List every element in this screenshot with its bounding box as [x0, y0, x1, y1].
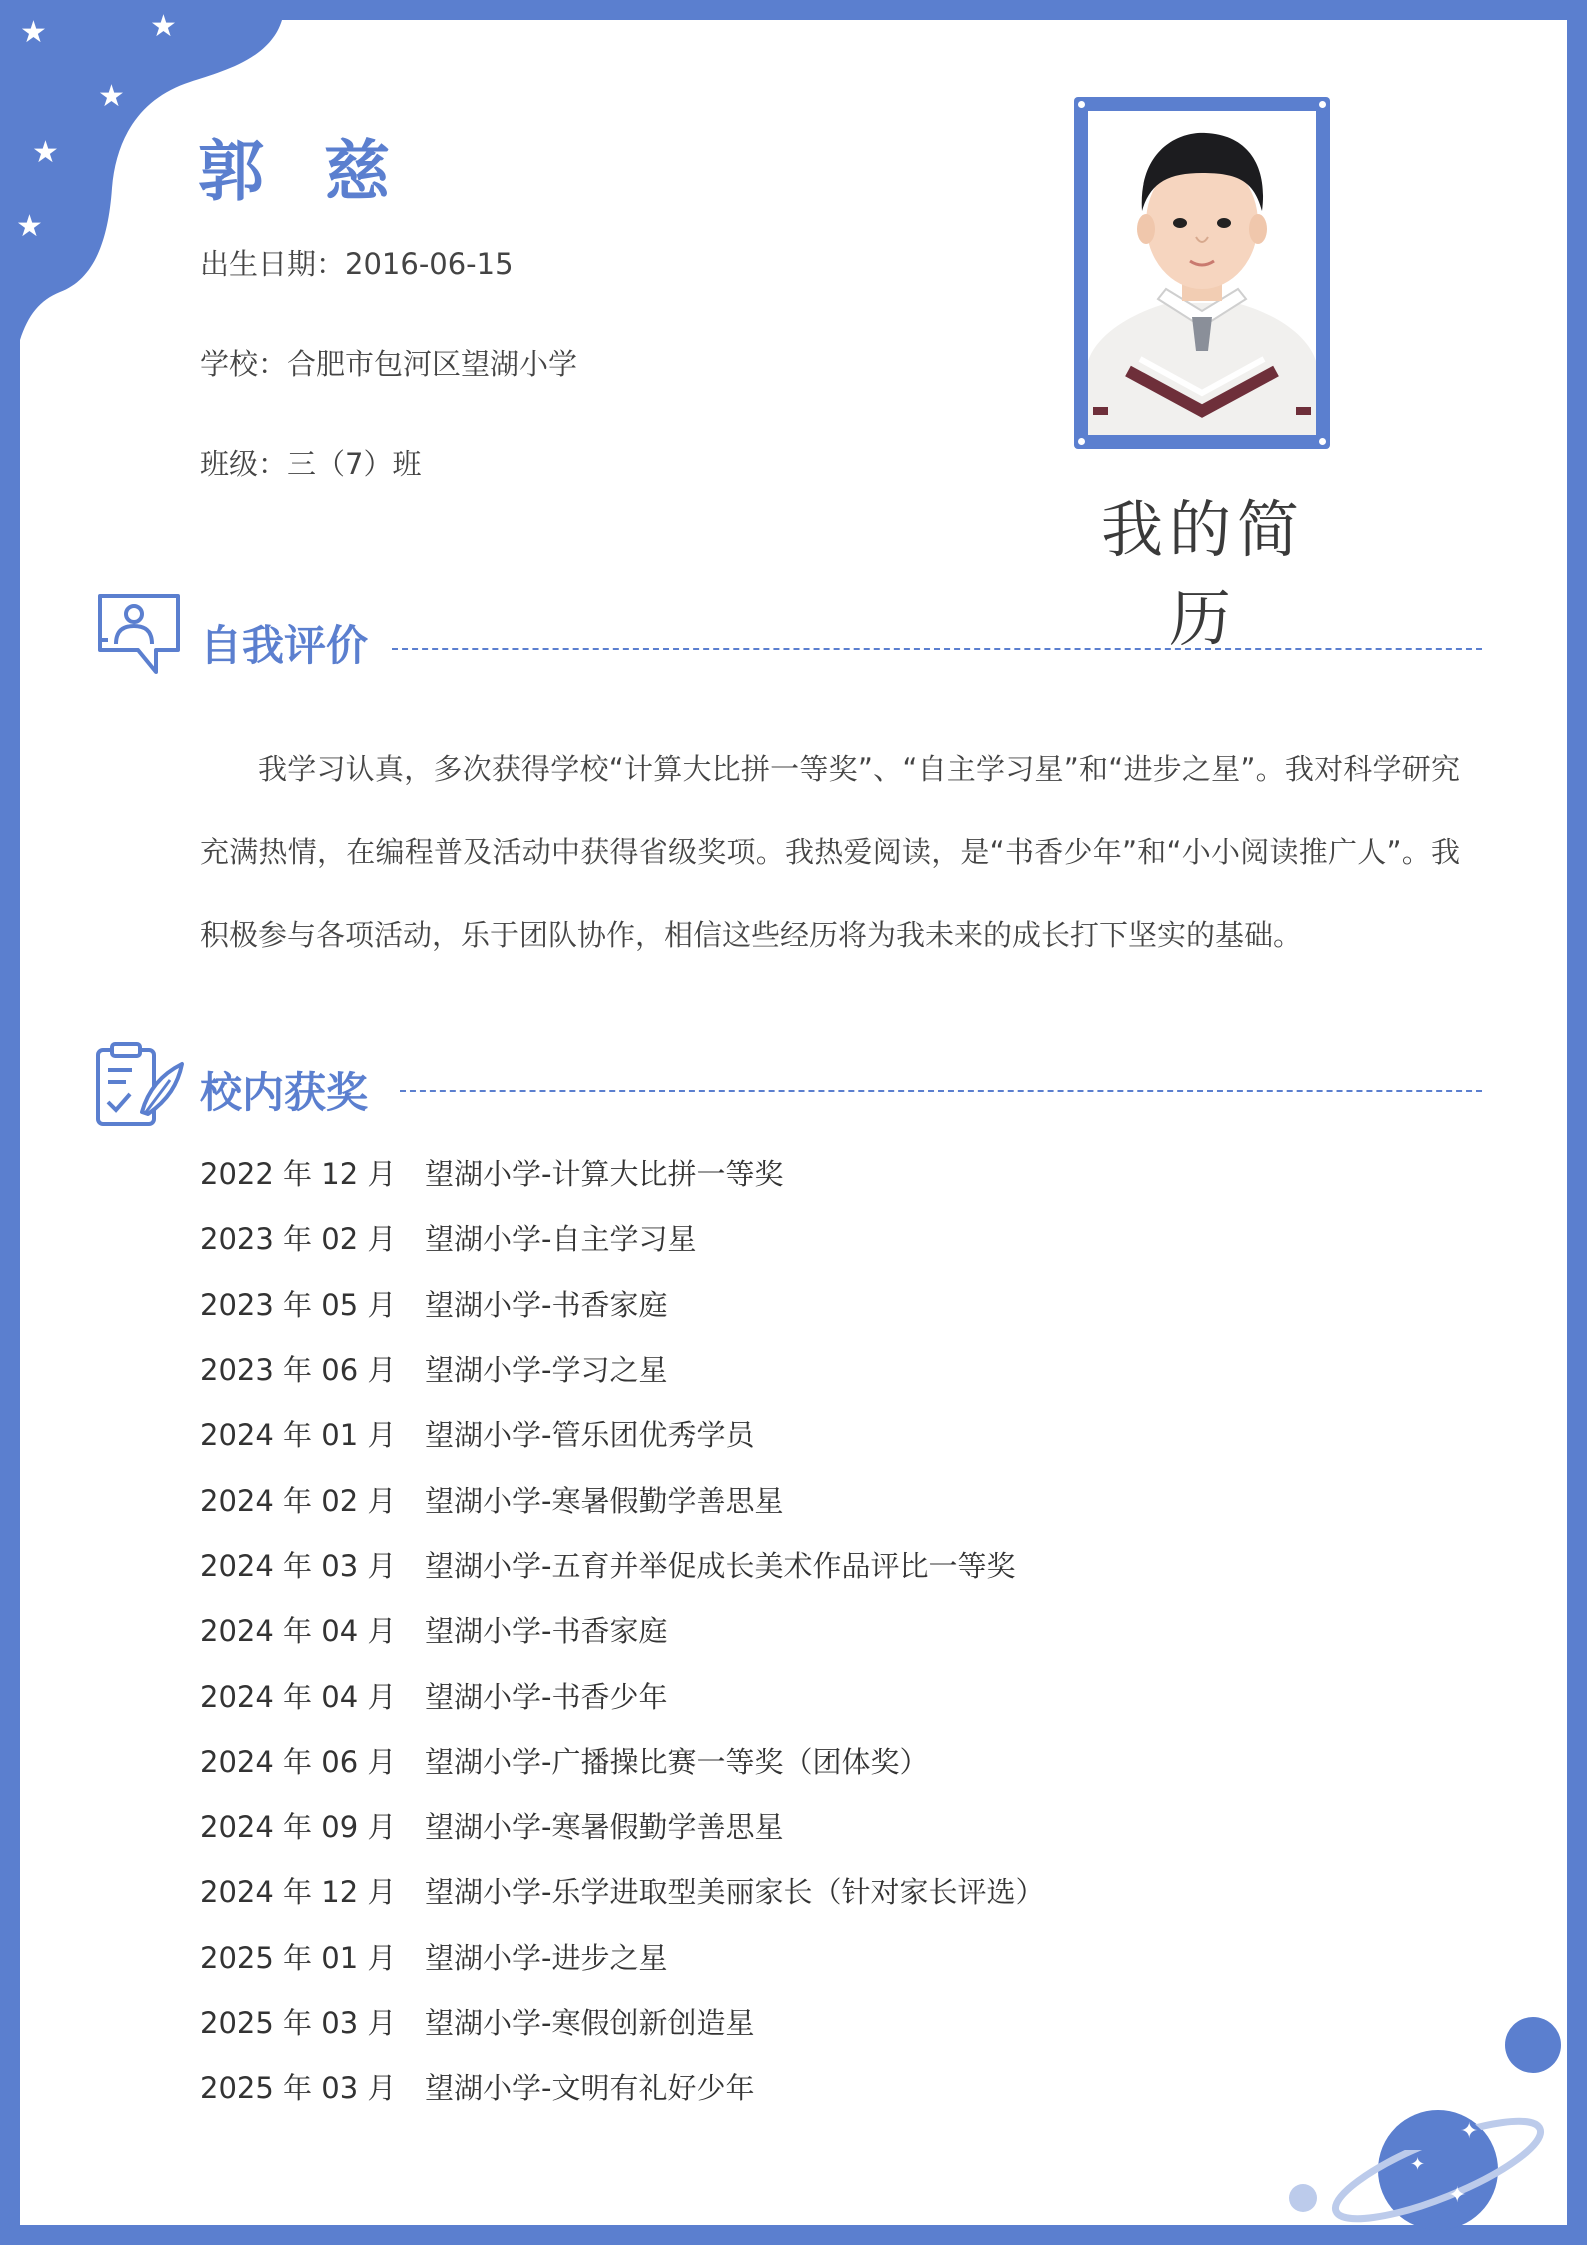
birth-date-value: 2016-06-15 — [345, 247, 514, 281]
birth-date-label: 出生日期： — [200, 247, 346, 281]
award-name: 望湖小学-寒暑假勤学善思星 — [425, 1810, 784, 1845]
resume-title: 我的简历 — [1100, 493, 1305, 655]
award-name: 望湖小学-管乐团优秀学员 — [425, 1418, 755, 1453]
birth-date-row — [200, 242, 514, 283]
award-date: 2025 年 03 月 — [200, 2006, 397, 2040]
clipboard-check-icon — [92, 1040, 186, 1130]
awards-divider — [400, 1090, 1482, 1092]
star-icon: ★ — [150, 9, 177, 44]
award-date: 2024 年 01 月 — [200, 1418, 397, 1453]
award-name: 望湖小学-寒暑假勤学善思星 — [425, 1483, 784, 1518]
award-date: 2023 年 05 月 — [200, 1287, 397, 1322]
award-item — [200, 1793, 1044, 1858]
award-name: 望湖小学-书香少年 — [425, 1679, 668, 1714]
award-name: 望湖小学-自主学习星 — [425, 1222, 697, 1257]
planet-icon — [1260, 1990, 1570, 2225]
award-date: 2024 年 09 月 — [200, 1810, 397, 1845]
award-date: 2022 年 12 月 — [200, 1157, 397, 1192]
award-date: 2025 年 01 月 — [200, 1940, 397, 1975]
self-eval-title: 自我评价 — [200, 621, 369, 670]
svg-text:✦: ✦ — [1448, 2183, 1467, 2208]
award-name: 望湖小学-广播操比赛一等奖（团体奖） — [425, 1744, 929, 1779]
award-name: 望湖小学-书香家庭 — [425, 1614, 668, 1649]
class-label: 班级： — [200, 447, 288, 481]
award-item — [200, 2054, 1044, 2119]
award-item — [200, 1271, 1044, 1336]
award-date: 2024 年 12 月 — [200, 1875, 397, 1910]
award-date: 2024 年 02 月 — [200, 1483, 397, 1518]
award-item — [200, 1989, 1044, 2054]
award-item — [200, 1336, 1044, 1401]
award-item — [200, 1401, 1044, 1466]
school-value: 合肥市包河区望湖小学 — [287, 347, 578, 381]
award-item — [200, 1597, 1044, 1662]
self-eval-text: 我学习认真，多次获得学校“计算大比拼一等奖”、“自主学习星”和“进步之星”。我对科学研究充满热情，在编程普及活动中获得省级奖项。我热爱阅读，是“书香少年”和“小小阅读推广人”。我积极参与各项活动，乐于团队协作，相信这些经历将为我未来的成长打下坚实的基础。 — [200, 752, 1460, 952]
awards-title: 校内获奖 — [200, 1068, 369, 1117]
awards-list — [200, 1140, 1044, 2119]
award-date: 2024 年 04 月 — [200, 1679, 397, 1714]
award-item — [200, 1466, 1044, 1531]
svg-text:✦: ✦ — [1410, 2154, 1426, 2175]
award-item — [200, 1140, 1044, 1205]
resume-page — [16, 9, 1567, 2225]
award-date: 2025 年 03 月 — [200, 2071, 397, 2106]
award-date: 2024 年 04 月 — [200, 1614, 397, 1649]
child-portrait-image — [1088, 111, 1316, 435]
award-date: 2023 年 06 月 — [200, 1353, 397, 1388]
award-name: 望湖小学-进步之星 — [425, 1940, 668, 1975]
award-name: 望湖小学-文明有礼好少年 — [425, 2071, 755, 2106]
star-icon: ★ — [16, 209, 43, 244]
award-item — [200, 1662, 1044, 1727]
award-item — [200, 1205, 1044, 1270]
award-item — [200, 1858, 1044, 1923]
star-icon: ★ — [20, 15, 47, 50]
award-name: 望湖小学-寒假创新创造星 — [425, 2006, 755, 2040]
class-row — [200, 442, 421, 483]
svg-text:✦: ✦ — [1460, 2119, 1479, 2144]
photo-frame — [1074, 97, 1330, 449]
award-name: 望湖小学-计算大比拼一等奖 — [425, 1157, 784, 1192]
student-photo — [1088, 111, 1316, 435]
award-date: 2024 年 03 月 — [200, 1548, 397, 1583]
award-name: 望湖小学-五育并举促成长美术作品评比一等奖 — [425, 1548, 1016, 1583]
award-date: 2024 年 06 月 — [200, 1744, 397, 1779]
class-value: 三（7）班 — [287, 447, 422, 481]
profile-board-icon — [94, 592, 184, 678]
student-name: 郭慈 — [198, 133, 450, 210]
award-name: 望湖小学-乐学进取型美丽家长（针对家长评选） — [425, 1875, 1045, 1910]
award-item — [200, 1728, 1044, 1793]
award-name: 望湖小学-学习之星 — [425, 1353, 668, 1388]
award-item — [200, 1924, 1044, 1989]
award-item — [200, 1532, 1044, 1597]
award-name: 望湖小学-书香家庭 — [425, 1287, 668, 1322]
award-date: 2023 年 02 月 — [200, 1222, 397, 1257]
star-icon: ★ — [98, 79, 125, 114]
school-label: 学校： — [200, 347, 288, 381]
star-icon: ★ — [32, 135, 59, 170]
school-row — [200, 342, 577, 383]
self-eval-divider — [392, 648, 1482, 650]
